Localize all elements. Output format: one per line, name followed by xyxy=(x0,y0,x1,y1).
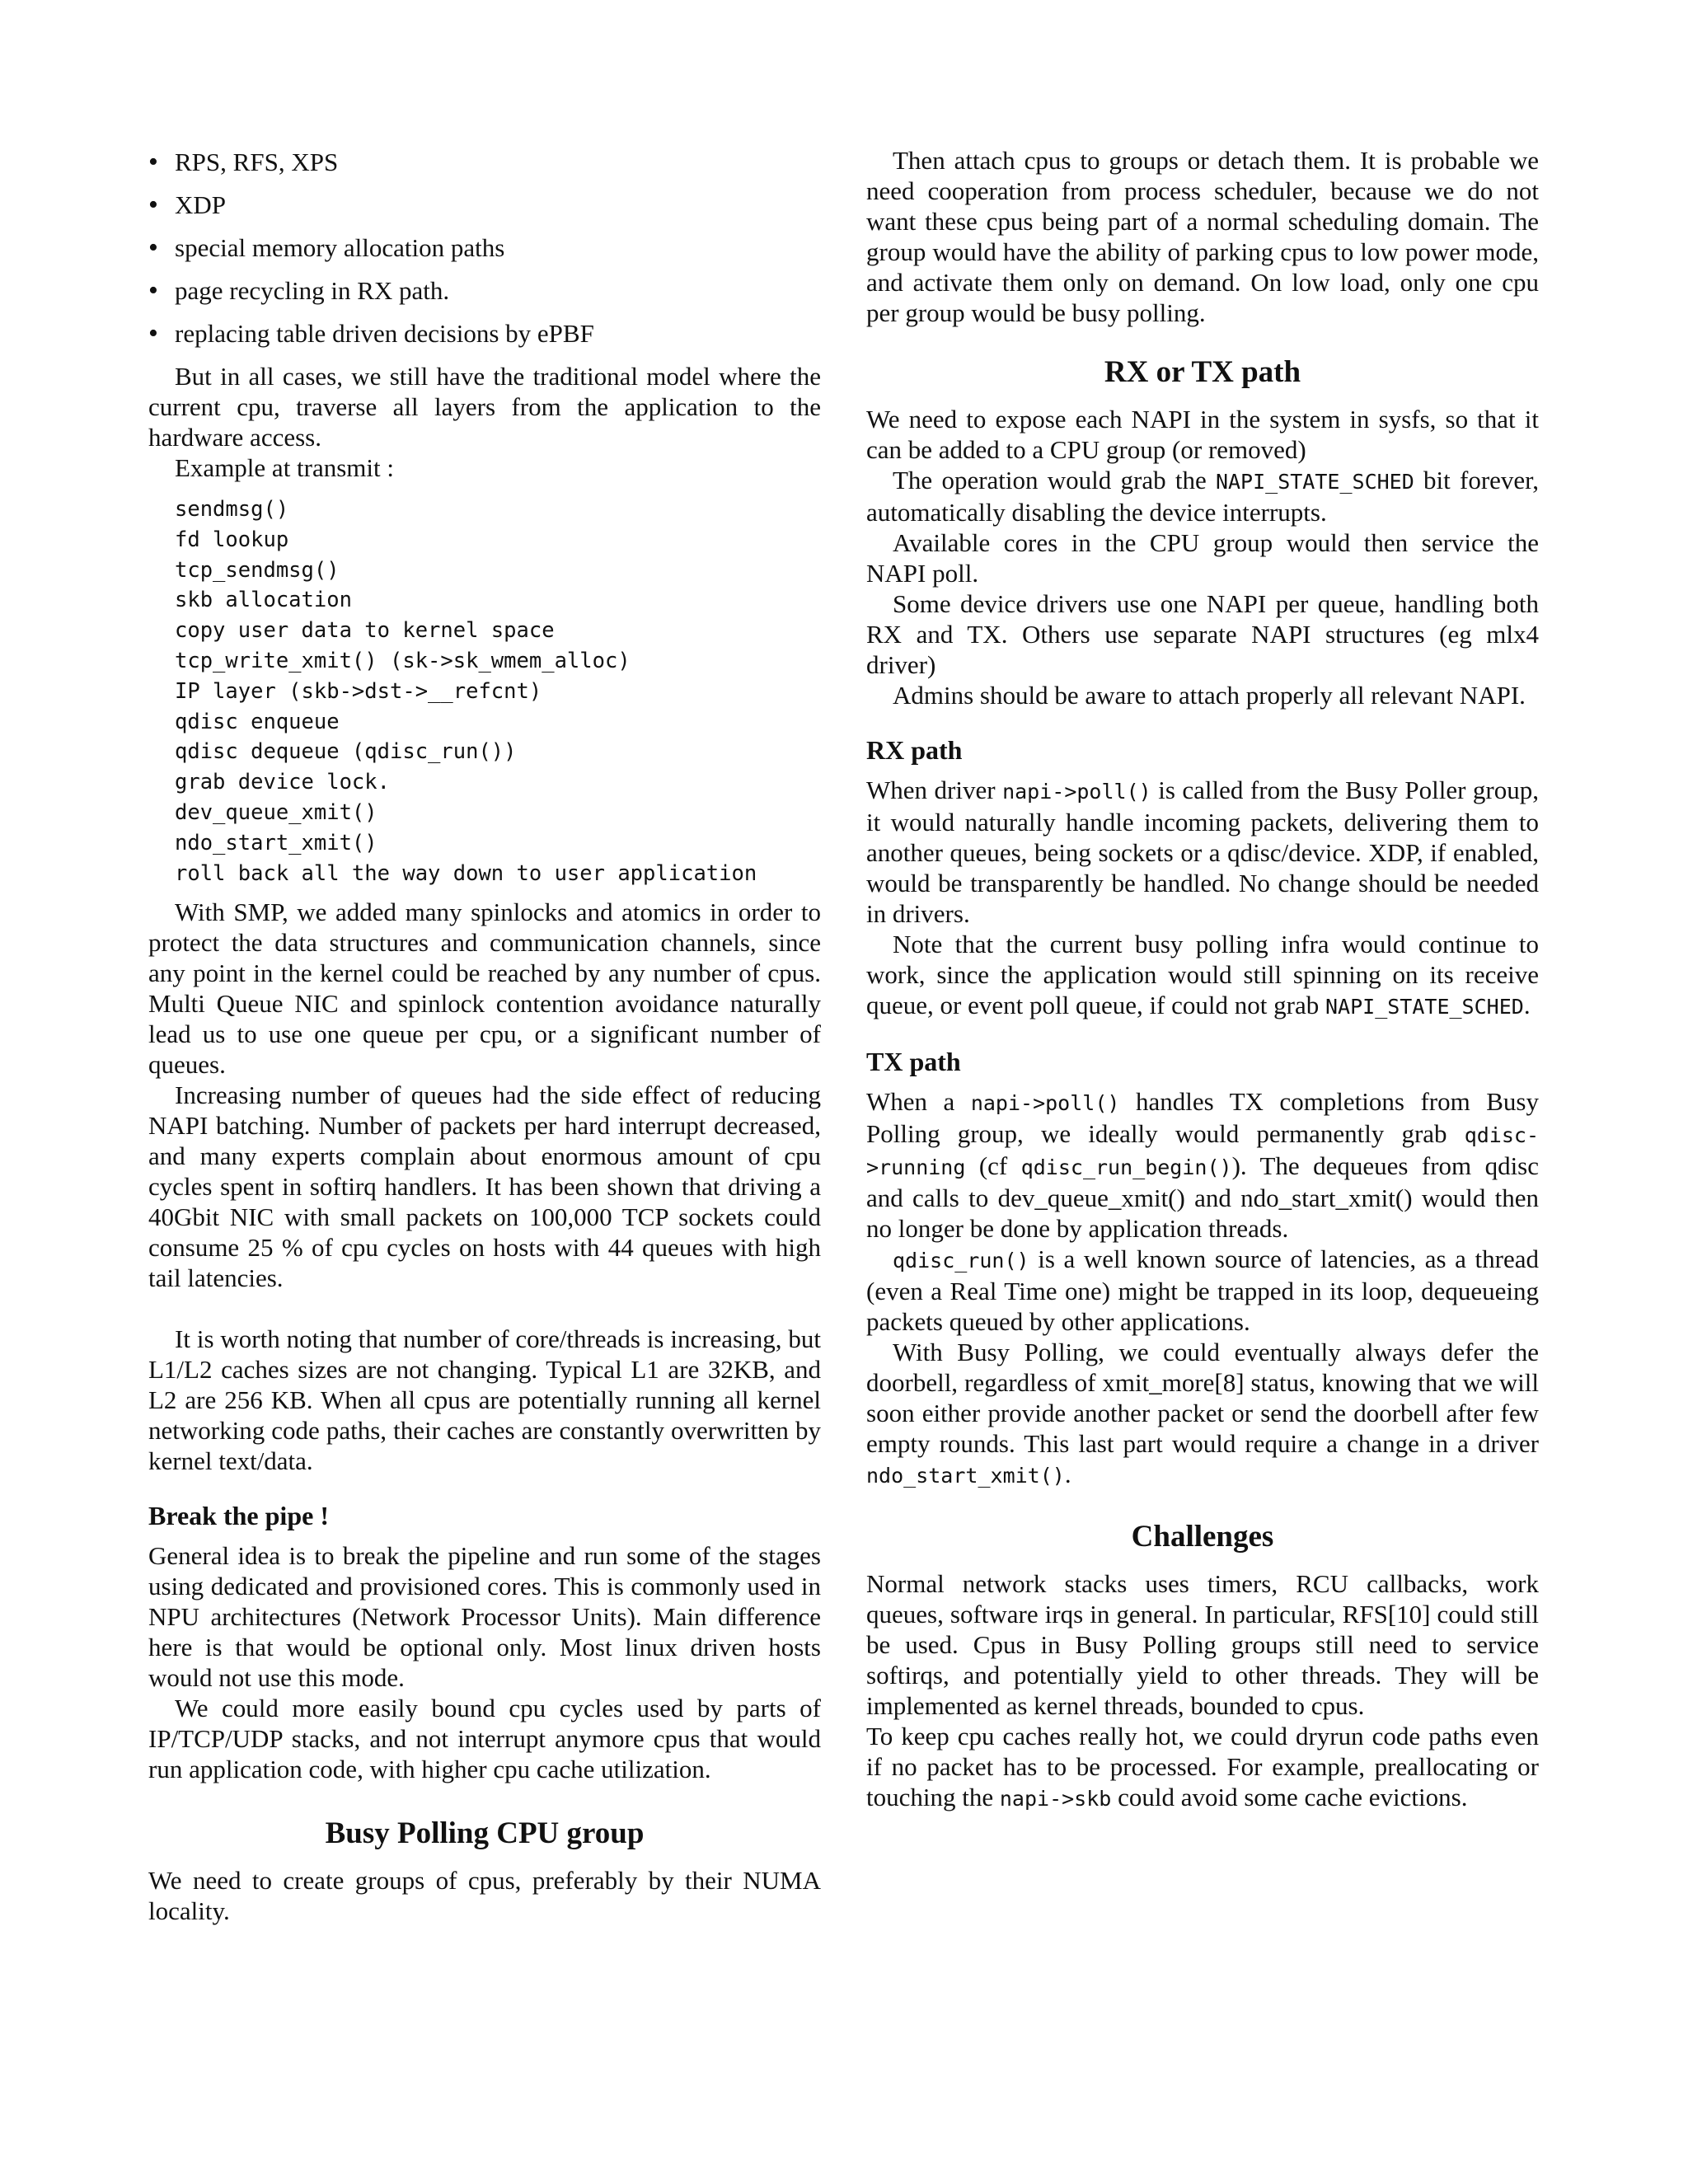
inline-code: qdisc_run() xyxy=(893,1249,1029,1272)
paragraph-gap xyxy=(148,1293,821,1324)
code-line: ndo_start_xmit() xyxy=(175,830,377,855)
paragraph-rx: When driver napi->poll() is called from the Busy Poller group, it would naturally handle incoming packets, delivering them to another queues, being sockets or a qdisc/device. XDP, if enabled, would be transparently be handled. No change should be needed in drivers. xyxy=(866,776,1539,928)
heading-tx-path: TX path xyxy=(866,1047,961,1076)
paragraph-attach: Then attach cpus to groups or detach them. It is probable we need cooperation from process scheduler, because we do not want these cpus being part of a normal scheduling domain. The group would have the ability of parking cpus to low power mode, and activate them only on demand. On low load, only one cpu per group would be busy polling. xyxy=(866,146,1539,327)
inline-code: NAPI_STATE_SCHED xyxy=(1215,470,1414,494)
paragraph-queues: Increasing number of queues had the side effect of reducing NAPI batching. Number of packets per hard interrupt decreased, and many experts complain about enormous amount of cpu cycles spent in softirq handlers. It has been shown that driving a 40Gbit NIC with small packets on 100,000 TCP sockets could consume 25 % of cpu cycles on hosts with 44 queues with high tail latencies. xyxy=(148,1080,821,1293)
paragraph-grab: The operation would grab the NAPI_STATE_SCHED bit forever, automatically disabling the device interrupts. xyxy=(866,466,1539,527)
paragraph-admins: Admins should be aware to attach properly all relevant NAPI. xyxy=(893,681,1526,710)
list-item: • replacing table driven decisions by ePBF xyxy=(148,318,821,349)
list-item: • XDP xyxy=(148,190,821,220)
inline-code: napi->poll() xyxy=(1002,780,1151,804)
code-line: tcp_sendmsg() xyxy=(175,557,340,583)
heading-busy-polling-cpu-group: Busy Polling CPU group xyxy=(325,1816,645,1851)
code-line: qdisc dequeue (qdisc_run()) xyxy=(175,739,517,765)
code-block-transmit-path xyxy=(175,494,821,888)
code-line: tcp_write_xmit() (sk->sk_wmem_alloc) xyxy=(175,648,631,673)
paragraph-qdisc-run: qdisc_run() is a well known source of latencies, as a thread (even a Real Time one) might be trapped in its loop, dequeueing packets queued by other applications. xyxy=(866,1244,1539,1336)
inline-code: ndo_start_xmit() xyxy=(866,1464,1065,1488)
right-column xyxy=(866,145,1539,1814)
list-item: • RPS, RFS, XPS xyxy=(148,147,821,177)
paragraph-note: Note that the current busy polling infra would continue to work, since the application would still spinning on its receive queue, or event poll queue, if could not grab NAPI_STATE_SCHED. xyxy=(866,930,1539,1019)
code-line: IP layer (skb->dst->__refcnt) xyxy=(175,678,542,704)
paragraph-tx: When a napi->poll() handles TX completions from Busy Polling group, we ideally would permanently grab qdisc->running (cf qdisc_run_begin()). The dequeues from qdisc and calls to dev_queue_xmit() and ndo_start_xmit() would then no longer be done by application threads. xyxy=(866,1087,1540,1243)
code-line: fd lookup xyxy=(175,527,289,552)
inline-code: qdisc->running xyxy=(866,1123,1539,1179)
code-line: grab device lock. xyxy=(175,770,390,795)
code-line: skb allocation xyxy=(175,588,352,613)
code-line: sendmsg() xyxy=(175,497,289,522)
inline-code: qdisc_run_begin() xyxy=(1020,1155,1232,1179)
heading-rx-or-tx-path: RX or TX path xyxy=(1104,355,1301,389)
paragraph-busy-groups: We need to create groups of cpus, preferably by their NUMA locality. xyxy=(148,1866,821,1926)
heading-challenges: Challenges xyxy=(1131,1520,1274,1554)
feature-list xyxy=(148,147,821,349)
paragraph-example: Example at transmit : xyxy=(175,453,395,482)
paragraph-defer-doorbell: With Busy Polling, we could eventually always defer the doorbell, regardless of xmit_more[8] status, knowing that we will soon either provide another packet or send the doorbell after few empty rounds. This last part would require a change in a driver ndo_start_xmit(). xyxy=(866,1338,1539,1488)
code-line: dev_queue_xmit() xyxy=(175,799,377,825)
list-item: • special memory allocation paths xyxy=(148,232,821,263)
paragraph-available: Available cores in the CPU group would then service the NAPI poll. xyxy=(866,528,1539,588)
heading-break-the-pipe: Break the pipe ! xyxy=(148,1501,329,1531)
paragraph-caches: It is worth noting that number of core/threads is increasing, but L1/L2 caches sizes are not changing. Typical L1 are 32KB, and L2 are 256 KB. When all cpus are potentially running all kernel networking code paths, their caches are constantly overwritten by kernel text/data. xyxy=(148,1324,821,1476)
paragraph-break-1: General idea is to break the pipeline and run some of the stages using dedicated and provisioned cores. This is commonly used in NPU architectures (Network Processor Units). Main difference here is that would be optional only. Most linux driven hosts would not use this mode. xyxy=(148,1541,821,1693)
code-line: copy user data to kernel space xyxy=(175,618,555,644)
list-item: • page recycling in RX path. xyxy=(148,275,821,306)
paragraph-drivers: Some device drivers use one NAPI per queue, handling both RX and TX. Others use separate NAPI structures (eg mlx4 driver) xyxy=(866,589,1539,679)
code-line: roll back all the way down to user application xyxy=(175,860,757,886)
heading-rx-path: RX path xyxy=(866,735,963,765)
inline-code: napi->skb xyxy=(999,1787,1112,1811)
paragraph-smp: With SMP, we added many spinlocks and atomics in order to protect the data structures and communication channels, since any point in the kernel could be reached by any number of cpus. Multi Queue NIC and spinlock contention avoidance naturally lead us to use one queue per cpu, or a significant number of queues. xyxy=(148,898,821,1080)
inline-code: NAPI_STATE_SCHED xyxy=(1325,995,1524,1019)
paragraph-expose: We need to expose each NAPI in the system in sysfs, so that it can be added to a CPU group (or removed) xyxy=(866,405,1539,464)
paragraph-traditional-model: But in all cases, we still have the traditional model where the current cpu, traverse all layers from the application to the hardware access. xyxy=(148,362,821,452)
left-column xyxy=(148,147,821,1926)
paragraph-break-2: We could more easily bound cpu cycles used by parts of IP/TCP/UDP stacks, and not interrupt anymore cpus that would run application code, with higher cpu cache utilization. xyxy=(148,1694,821,1784)
paragraph-caches-hot: To keep cpu caches really hot, we could dryrun code paths even if no packet has to be processed. For example, preallocating or touching the napi->skb could avoid some cache evictions. xyxy=(866,1722,1539,1811)
paragraph-normal-stacks: Normal network stacks uses timers, RCU callbacks, work queues, software irqs in general. In particular, RFS[10] could still be used. Cpus in Busy Polling groups still need to service softirqs, and potentially yield to other threads. They will be implemented as kernel threads, bounded to cpus. xyxy=(866,1569,1539,1720)
inline-code: napi->poll() xyxy=(970,1091,1120,1115)
code-line: qdisc enqueue xyxy=(175,709,340,734)
